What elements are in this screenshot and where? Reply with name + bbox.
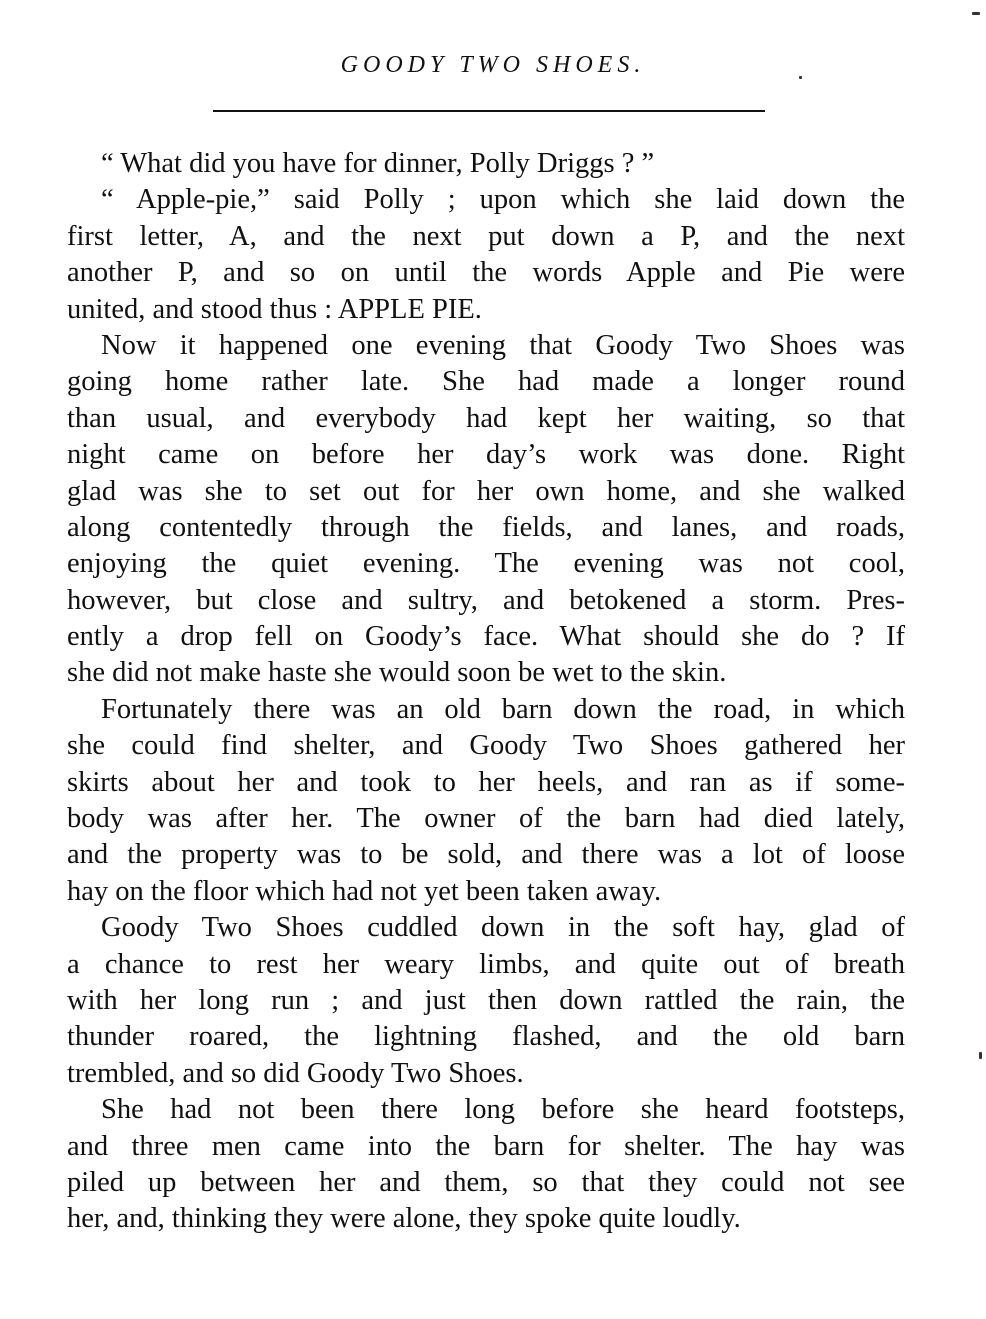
text-line: she could find shelter, and Goody Two Shoes gathered her bbox=[67, 730, 905, 762]
text-line: another P, and so on until the words Apple and Pie were bbox=[67, 257, 905, 289]
text-line: “ What did you have for dinner, Polly Driggs ? ” bbox=[101, 148, 655, 179]
text-line: a chance to rest her weary limbs, and quite out of breath bbox=[67, 948, 905, 980]
text-line: her, and, thinking they were alone, they spoke quite loudly. bbox=[67, 1203, 741, 1235]
text-line: Now it happened one evening that Goody Two Shoes was bbox=[101, 329, 905, 361]
paragraph bbox=[67, 1092, 905, 1238]
text-line: she did not make haste she would soon be wet to the skin. bbox=[67, 657, 727, 689]
text-line: with her long run ; and just then down rattled the rain, the bbox=[67, 984, 905, 1016]
text-line: night came on before her day’s work was done. Right bbox=[67, 439, 905, 471]
paragraph bbox=[67, 182, 905, 328]
scan-speck bbox=[979, 1052, 982, 1059]
text-line: glad was she to set out for her own home, and she walked bbox=[67, 475, 905, 507]
text-line: hay on the floor which had not yet been taken away. bbox=[67, 875, 662, 907]
text-line: however, but close and sultry, and betokened a storm. Pres- bbox=[67, 584, 905, 616]
text-line: “ Apple-pie,” said Polly ; upon which she laid down the bbox=[101, 184, 905, 216]
scan-speck bbox=[972, 12, 980, 15]
text-line: than usual, and everybody had kept her waiting, so that bbox=[67, 402, 905, 434]
header-rule bbox=[213, 110, 765, 112]
paragraph bbox=[67, 910, 905, 1092]
text-line: ently a drop fell on Goody’s face. What should she do ? If bbox=[67, 621, 905, 653]
text-line: and the property was to be sold, and there was a lot of loose bbox=[67, 839, 905, 871]
text-line: body was after her. The owner of the barn had died lately, bbox=[67, 803, 905, 835]
text-line: She had not been there long before she heard footsteps, bbox=[101, 1094, 905, 1126]
text-line: trembled, and so did Goody Two Shoes. bbox=[67, 1057, 524, 1089]
body-text bbox=[67, 146, 905, 1238]
text-line: thunder roared, the lightning flashed, and the old barn bbox=[67, 1021, 905, 1053]
running-head: GOODY TWO SHOES. bbox=[340, 52, 646, 78]
text-line: and three men came into the barn for shelter. The hay was bbox=[67, 1130, 905, 1162]
paragraph bbox=[67, 146, 905, 182]
text-line: along contentedly through the fields, and lanes, and roads, bbox=[67, 511, 905, 543]
text-line: going home rather late. She had made a longer round bbox=[67, 366, 905, 398]
text-line: first letter, A, and the next put down a P, and the next bbox=[67, 220, 905, 252]
text-line: skirts about her and took to her heels, and ran as if some- bbox=[67, 766, 905, 798]
paragraph bbox=[67, 328, 905, 692]
scan-speck bbox=[799, 76, 802, 79]
text-line: united, and stood thus : APPLE PIE. bbox=[67, 293, 482, 325]
text-line: Goody Two Shoes cuddled down in the soft hay, glad of bbox=[101, 912, 905, 944]
text-line: enjoying the quiet evening. The evening was not cool, bbox=[67, 548, 905, 580]
text-line: piled up between her and them, so that they could not see bbox=[67, 1166, 905, 1198]
paragraph bbox=[67, 692, 905, 910]
text-line: Fortunately there was an old barn down the road, in which bbox=[101, 693, 905, 725]
